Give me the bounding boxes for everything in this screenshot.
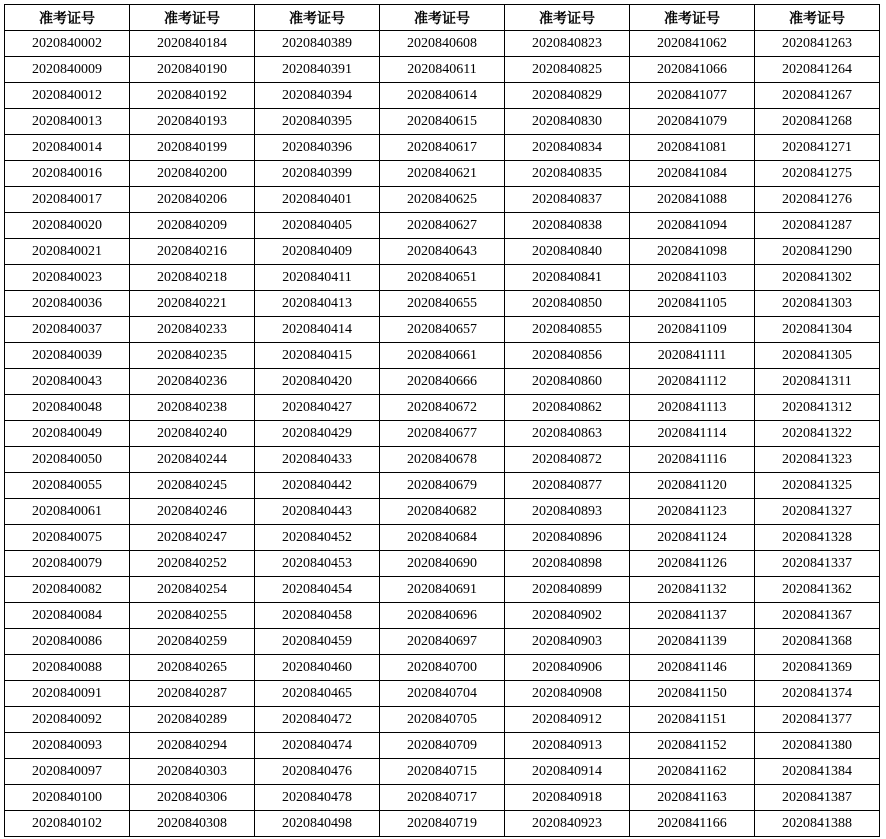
exam-number-cell: 2020840414 xyxy=(255,317,380,343)
exam-number-cell: 2020840908 xyxy=(505,681,630,707)
exam-number-cell: 2020840830 xyxy=(505,109,630,135)
exam-number-cell: 2020841079 xyxy=(630,109,755,135)
exam-number-cell: 2020841111 xyxy=(630,343,755,369)
exam-number-cell: 2020841275 xyxy=(755,161,880,187)
exam-number-cell: 2020840236 xyxy=(130,369,255,395)
exam-number-cell: 2020840498 xyxy=(255,811,380,837)
exam-number-cell: 2020841139 xyxy=(630,629,755,655)
exam-number-cell: 2020841116 xyxy=(630,447,755,473)
exam-number-cell: 2020841305 xyxy=(755,343,880,369)
table-row xyxy=(5,603,880,629)
exam-number-cell: 2020841146 xyxy=(630,655,755,681)
exam-number-cell: 2020841303 xyxy=(755,291,880,317)
exam-number-cell: 2020840863 xyxy=(505,421,630,447)
exam-number-cell: 2020840088 xyxy=(5,655,130,681)
exam-number-cell: 2020841368 xyxy=(755,629,880,655)
table-row xyxy=(5,187,880,213)
exam-number-cell: 2020841287 xyxy=(755,213,880,239)
exam-number-cell: 2020841304 xyxy=(755,317,880,343)
exam-number-cell: 2020840850 xyxy=(505,291,630,317)
table-row xyxy=(5,239,880,265)
exam-number-cell: 2020840017 xyxy=(5,187,130,213)
column-header: 准考证号 xyxy=(755,5,880,31)
exam-number-cell: 2020841327 xyxy=(755,499,880,525)
exam-number-cell: 2020840221 xyxy=(130,291,255,317)
table-row xyxy=(5,265,880,291)
exam-number-cell: 2020840246 xyxy=(130,499,255,525)
exam-number-cell: 2020840608 xyxy=(380,31,505,57)
exam-number-cell: 2020840084 xyxy=(5,603,130,629)
column-header: 准考证号 xyxy=(505,5,630,31)
exam-number-cell: 2020840690 xyxy=(380,551,505,577)
exam-number-cell: 2020840411 xyxy=(255,265,380,291)
exam-number-cell: 2020841113 xyxy=(630,395,755,421)
table-row xyxy=(5,473,880,499)
exam-number-cell: 2020840233 xyxy=(130,317,255,343)
exam-number-cell: 2020840405 xyxy=(255,213,380,239)
exam-number-cell: 2020840902 xyxy=(505,603,630,629)
exam-number-cell: 2020841098 xyxy=(630,239,755,265)
exam-number-cell: 2020840841 xyxy=(505,265,630,291)
exam-number-cell: 2020840014 xyxy=(5,135,130,161)
exam-number-cell: 2020840427 xyxy=(255,395,380,421)
exam-number-cell: 2020840303 xyxy=(130,759,255,785)
exam-number-cell: 2020840244 xyxy=(130,447,255,473)
exam-number-cell: 2020841388 xyxy=(755,811,880,837)
exam-number-cell: 2020840240 xyxy=(130,421,255,447)
exam-number-cell: 2020841163 xyxy=(630,785,755,811)
exam-number-cell: 2020840235 xyxy=(130,343,255,369)
exam-number-cell: 2020840092 xyxy=(5,707,130,733)
table-row xyxy=(5,161,880,187)
exam-number-cell: 2020840918 xyxy=(505,785,630,811)
exam-number-cell: 2020840413 xyxy=(255,291,380,317)
exam-number-cell: 2020841152 xyxy=(630,733,755,759)
exam-number-cell: 2020840903 xyxy=(505,629,630,655)
exam-number-cell: 2020841162 xyxy=(630,759,755,785)
table-row xyxy=(5,681,880,707)
exam-number-cell: 2020841066 xyxy=(630,57,755,83)
table-body xyxy=(5,31,880,837)
exam-number-cell: 2020840465 xyxy=(255,681,380,707)
table-row xyxy=(5,655,880,681)
table-row xyxy=(5,57,880,83)
table-row xyxy=(5,499,880,525)
table-row xyxy=(5,83,880,109)
exam-number-cell: 2020840021 xyxy=(5,239,130,265)
exam-number-cell: 2020840459 xyxy=(255,629,380,655)
exam-number-cell: 2020840704 xyxy=(380,681,505,707)
exam-number-cell: 2020841384 xyxy=(755,759,880,785)
exam-number-cell: 2020840429 xyxy=(255,421,380,447)
exam-number-cell: 2020840615 xyxy=(380,109,505,135)
exam-number-cell: 2020840308 xyxy=(130,811,255,837)
exam-number-cell: 2020840691 xyxy=(380,577,505,603)
exam-number-cell: 2020841362 xyxy=(755,577,880,603)
exam-number-cell: 2020841328 xyxy=(755,525,880,551)
exam-number-cell: 2020840016 xyxy=(5,161,130,187)
exam-number-cell: 2020840409 xyxy=(255,239,380,265)
exam-number-cell: 2020840717 xyxy=(380,785,505,811)
exam-number-cell: 2020840048 xyxy=(5,395,130,421)
table-row xyxy=(5,785,880,811)
exam-number-cell: 2020841377 xyxy=(755,707,880,733)
exam-number-cell: 2020840458 xyxy=(255,603,380,629)
exam-number-cell: 2020841150 xyxy=(630,681,755,707)
exam-number-cell: 2020841264 xyxy=(755,57,880,83)
exam-number-cell: 2020841387 xyxy=(755,785,880,811)
exam-number-cell: 2020840476 xyxy=(255,759,380,785)
exam-number-cell: 2020840829 xyxy=(505,83,630,109)
exam-number-cell: 2020841109 xyxy=(630,317,755,343)
table-row xyxy=(5,395,880,421)
exam-number-cell: 2020841088 xyxy=(630,187,755,213)
table-row xyxy=(5,421,880,447)
exam-number-cell: 2020840627 xyxy=(380,213,505,239)
exam-number-cell: 2020840454 xyxy=(255,577,380,603)
exam-number-cell: 2020841312 xyxy=(755,395,880,421)
exam-number-cell: 2020840697 xyxy=(380,629,505,655)
exam-number-cell: 2020841322 xyxy=(755,421,880,447)
exam-number-cell: 2020840862 xyxy=(505,395,630,421)
exam-number-cell: 2020840661 xyxy=(380,343,505,369)
exam-number-cell: 2020840442 xyxy=(255,473,380,499)
exam-number-cell: 2020840823 xyxy=(505,31,630,57)
exam-number-cell: 2020840898 xyxy=(505,551,630,577)
exam-number-cell: 2020840289 xyxy=(130,707,255,733)
exam-number-cell: 2020840043 xyxy=(5,369,130,395)
exam-number-cell: 2020840245 xyxy=(130,473,255,499)
exam-number-cell: 2020841124 xyxy=(630,525,755,551)
exam-number-cell: 2020840102 xyxy=(5,811,130,837)
exam-number-cell: 2020840896 xyxy=(505,525,630,551)
exam-number-cell: 2020841137 xyxy=(630,603,755,629)
exam-number-cell: 2020840834 xyxy=(505,135,630,161)
exam-number-cell: 2020841094 xyxy=(630,213,755,239)
exam-number-cell: 2020840049 xyxy=(5,421,130,447)
exam-number-cell: 2020840082 xyxy=(5,577,130,603)
table-row xyxy=(5,317,880,343)
exam-number-cell: 2020841123 xyxy=(630,499,755,525)
exam-number-cell: 2020840899 xyxy=(505,577,630,603)
exam-number-cell: 2020841302 xyxy=(755,265,880,291)
exam-number-cell: 2020840415 xyxy=(255,343,380,369)
exam-number-cell: 2020840684 xyxy=(380,525,505,551)
exam-number-cell: 2020840216 xyxy=(130,239,255,265)
exam-number-cell: 2020840192 xyxy=(130,83,255,109)
exam-number-cell: 2020840086 xyxy=(5,629,130,655)
column-header: 准考证号 xyxy=(5,5,130,31)
header-row xyxy=(5,5,880,31)
table-row xyxy=(5,707,880,733)
exam-number-cell: 2020841151 xyxy=(630,707,755,733)
exam-number-cell: 2020840460 xyxy=(255,655,380,681)
exam-number-cell: 2020840719 xyxy=(380,811,505,837)
table-row xyxy=(5,525,880,551)
exam-number-cell: 2020840287 xyxy=(130,681,255,707)
exam-number-cell: 2020840238 xyxy=(130,395,255,421)
exam-number-cell: 2020840206 xyxy=(130,187,255,213)
exam-number-cell: 2020840655 xyxy=(380,291,505,317)
exam-number-cell: 2020841325 xyxy=(755,473,880,499)
exam-number-cell: 2020840036 xyxy=(5,291,130,317)
exam-number-cell: 2020840643 xyxy=(380,239,505,265)
exam-number-cell: 2020840709 xyxy=(380,733,505,759)
exam-number-cell: 2020840020 xyxy=(5,213,130,239)
exam-number-cell: 2020841369 xyxy=(755,655,880,681)
exam-number-cell: 2020840395 xyxy=(255,109,380,135)
table-row xyxy=(5,291,880,317)
exam-number-table xyxy=(4,4,880,837)
exam-number-cell: 2020840039 xyxy=(5,343,130,369)
exam-number-cell: 2020840254 xyxy=(130,577,255,603)
exam-number-cell: 2020841120 xyxy=(630,473,755,499)
exam-number-cell: 2020840259 xyxy=(130,629,255,655)
exam-number-cell: 2020840825 xyxy=(505,57,630,83)
exam-number-cell: 2020841105 xyxy=(630,291,755,317)
exam-number-cell: 2020840705 xyxy=(380,707,505,733)
column-header: 准考证号 xyxy=(130,5,255,31)
table-row xyxy=(5,213,880,239)
exam-number-cell: 2020840399 xyxy=(255,161,380,187)
exam-number-cell: 2020841062 xyxy=(630,31,755,57)
exam-number-cell: 2020841114 xyxy=(630,421,755,447)
table-row xyxy=(5,811,880,837)
exam-number-cell: 2020840474 xyxy=(255,733,380,759)
exam-number-cell: 2020840013 xyxy=(5,109,130,135)
exam-number-cell: 2020840614 xyxy=(380,83,505,109)
exam-number-cell: 2020840856 xyxy=(505,343,630,369)
exam-number-cell: 2020841323 xyxy=(755,447,880,473)
table-row xyxy=(5,343,880,369)
table-row xyxy=(5,733,880,759)
exam-number-cell: 2020840472 xyxy=(255,707,380,733)
exam-number-cell: 2020840677 xyxy=(380,421,505,447)
exam-number-cell: 2020840097 xyxy=(5,759,130,785)
column-header: 准考证号 xyxy=(255,5,380,31)
exam-number-cell: 2020840252 xyxy=(130,551,255,577)
exam-number-cell: 2020840200 xyxy=(130,161,255,187)
exam-number-cell: 2020841267 xyxy=(755,83,880,109)
exam-number-cell: 2020841112 xyxy=(630,369,755,395)
exam-number-cell: 2020840453 xyxy=(255,551,380,577)
exam-number-cell: 2020841263 xyxy=(755,31,880,57)
exam-number-cell: 2020840696 xyxy=(380,603,505,629)
exam-number-cell: 2020840023 xyxy=(5,265,130,291)
exam-number-cell: 2020840700 xyxy=(380,655,505,681)
exam-number-cell: 2020840678 xyxy=(380,447,505,473)
exam-number-cell: 2020840893 xyxy=(505,499,630,525)
exam-number-cell: 2020840621 xyxy=(380,161,505,187)
column-header: 准考证号 xyxy=(630,5,755,31)
exam-number-cell: 2020841081 xyxy=(630,135,755,161)
exam-number-cell: 2020840913 xyxy=(505,733,630,759)
table-row xyxy=(5,135,880,161)
exam-number-cell: 2020840682 xyxy=(380,499,505,525)
exam-number-cell: 2020840478 xyxy=(255,785,380,811)
exam-number-cell: 2020840075 xyxy=(5,525,130,551)
exam-number-cell: 2020841367 xyxy=(755,603,880,629)
table-row xyxy=(5,577,880,603)
exam-number-cell: 2020840433 xyxy=(255,447,380,473)
exam-number-cell: 2020840050 xyxy=(5,447,130,473)
exam-number-cell: 2020840391 xyxy=(255,57,380,83)
exam-number-cell: 2020840218 xyxy=(130,265,255,291)
exam-number-cell: 2020840877 xyxy=(505,473,630,499)
exam-number-cell: 2020840306 xyxy=(130,785,255,811)
exam-number-cell: 2020840420 xyxy=(255,369,380,395)
exam-number-cell: 2020840009 xyxy=(5,57,130,83)
exam-number-cell: 2020840672 xyxy=(380,395,505,421)
exam-number-cell: 2020840666 xyxy=(380,369,505,395)
exam-number-cell: 2020840055 xyxy=(5,473,130,499)
exam-number-cell: 2020840611 xyxy=(380,57,505,83)
exam-number-cell: 2020840091 xyxy=(5,681,130,707)
exam-number-cell: 2020841166 xyxy=(630,811,755,837)
exam-number-cell: 2020840912 xyxy=(505,707,630,733)
exam-number-cell: 2020841276 xyxy=(755,187,880,213)
exam-number-cell: 2020840012 xyxy=(5,83,130,109)
exam-number-cell: 2020841271 xyxy=(755,135,880,161)
exam-number-cell: 2020840396 xyxy=(255,135,380,161)
exam-number-cell: 2020840401 xyxy=(255,187,380,213)
exam-number-cell: 2020840061 xyxy=(5,499,130,525)
exam-number-cell: 2020840394 xyxy=(255,83,380,109)
exam-number-cell: 2020840443 xyxy=(255,499,380,525)
exam-number-cell: 2020840389 xyxy=(255,31,380,57)
exam-number-cell: 2020841077 xyxy=(630,83,755,109)
exam-number-cell: 2020840199 xyxy=(130,135,255,161)
table-row xyxy=(5,369,880,395)
exam-number-cell: 2020841337 xyxy=(755,551,880,577)
exam-number-cell: 2020840617 xyxy=(380,135,505,161)
exam-number-cell: 2020840679 xyxy=(380,473,505,499)
exam-number-cell: 2020841380 xyxy=(755,733,880,759)
exam-number-cell: 2020840100 xyxy=(5,785,130,811)
exam-number-cell: 2020840625 xyxy=(380,187,505,213)
exam-number-cell: 2020840855 xyxy=(505,317,630,343)
exam-number-cell: 2020840247 xyxy=(130,525,255,551)
exam-number-cell: 2020840452 xyxy=(255,525,380,551)
table-row xyxy=(5,109,880,135)
table-row xyxy=(5,629,880,655)
exam-number-cell: 2020840079 xyxy=(5,551,130,577)
exam-number-cell: 2020840715 xyxy=(380,759,505,785)
exam-number-cell: 2020841290 xyxy=(755,239,880,265)
exam-number-cell: 2020841311 xyxy=(755,369,880,395)
exam-number-cell: 2020841374 xyxy=(755,681,880,707)
exam-number-cell: 2020840037 xyxy=(5,317,130,343)
table-row xyxy=(5,447,880,473)
exam-number-cell: 2020840923 xyxy=(505,811,630,837)
exam-number-cell: 2020840657 xyxy=(380,317,505,343)
exam-number-cell: 2020840002 xyxy=(5,31,130,57)
table-row xyxy=(5,31,880,57)
table-row xyxy=(5,551,880,577)
exam-number-cell: 2020840190 xyxy=(130,57,255,83)
exam-number-cell: 2020840651 xyxy=(380,265,505,291)
exam-number-cell: 2020840838 xyxy=(505,213,630,239)
exam-number-cell: 2020840837 xyxy=(505,187,630,213)
exam-number-cell: 2020840184 xyxy=(130,31,255,57)
exam-number-cell: 2020840193 xyxy=(130,109,255,135)
exam-number-cell: 2020840914 xyxy=(505,759,630,785)
table-row xyxy=(5,759,880,785)
exam-number-cell: 2020841126 xyxy=(630,551,755,577)
exam-number-cell: 2020841084 xyxy=(630,161,755,187)
exam-number-cell: 2020841268 xyxy=(755,109,880,135)
exam-number-cell: 2020840265 xyxy=(130,655,255,681)
exam-number-cell: 2020840255 xyxy=(130,603,255,629)
exam-number-cell: 2020840872 xyxy=(505,447,630,473)
exam-number-cell: 2020841103 xyxy=(630,265,755,291)
column-header: 准考证号 xyxy=(380,5,505,31)
exam-number-cell: 2020841132 xyxy=(630,577,755,603)
exam-number-cell: 2020840294 xyxy=(130,733,255,759)
exam-number-cell: 2020840906 xyxy=(505,655,630,681)
exam-number-cell: 2020840093 xyxy=(5,733,130,759)
exam-number-cell: 2020840835 xyxy=(505,161,630,187)
exam-number-cell: 2020840860 xyxy=(505,369,630,395)
exam-number-cell: 2020840209 xyxy=(130,213,255,239)
exam-number-cell: 2020840840 xyxy=(505,239,630,265)
